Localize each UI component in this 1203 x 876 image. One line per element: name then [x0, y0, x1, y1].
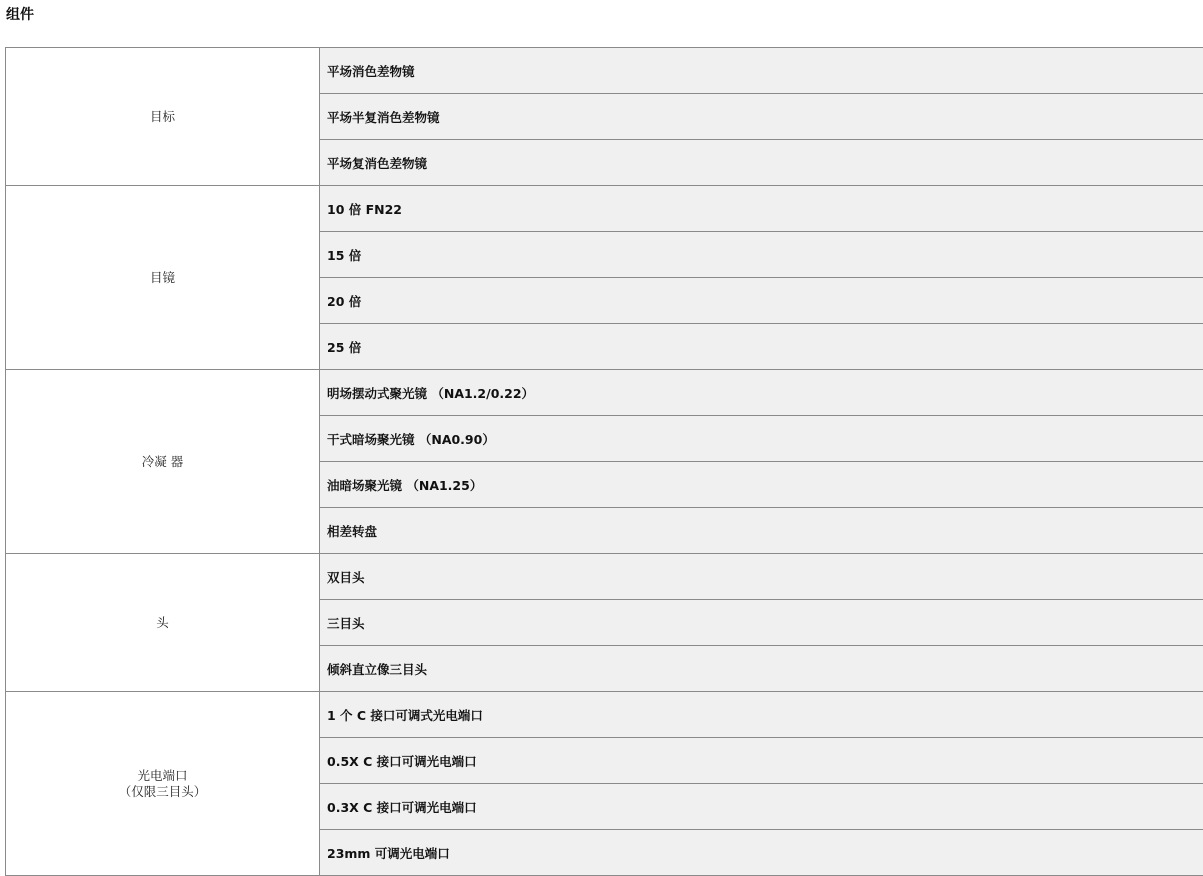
list-item: 0.3X C 接口可调光电端口	[320, 784, 1203, 830]
group-label-condenser: 冷凝 器	[6, 370, 320, 554]
list-item: 倾斜直立像三目头	[320, 646, 1203, 692]
list-item: 20 倍	[320, 278, 1203, 324]
group-label-photo-port: 光电端口 （仅限三目头）	[6, 692, 320, 876]
list-item: 23mm 可调光电端口	[320, 830, 1203, 876]
list-item: 平场消色差物镜	[320, 48, 1203, 94]
list-item: 15 倍	[320, 232, 1203, 278]
list-item: 0.5X C 接口可调光电端口	[320, 738, 1203, 784]
list-item: 相差转盘	[320, 508, 1203, 554]
page-title: 组件	[6, 4, 34, 26]
components-table	[5, 47, 1203, 876]
list-item: 明场摆动式聚光镜 （NA1.2/0.22）	[320, 370, 1203, 416]
table-row	[6, 186, 1203, 232]
table-row	[6, 370, 1203, 416]
group-label-head: 头	[6, 554, 320, 692]
list-item: 油暗场聚光镜 （NA1.25）	[320, 462, 1203, 508]
group-label-eyepieces: 目镜	[6, 186, 320, 370]
list-item: 10 倍 FN22	[320, 186, 1203, 232]
list-item: 干式暗场聚光镜 （NA0.90）	[320, 416, 1203, 462]
list-item: 平场复消色差物镜	[320, 140, 1203, 186]
list-item: 三目头	[320, 600, 1203, 646]
table-row	[6, 554, 1203, 600]
list-item: 1 个 C 接口可调式光电端口	[320, 692, 1203, 738]
group-label-objectives: 目标	[6, 48, 320, 186]
list-item: 双目头	[320, 554, 1203, 600]
list-item: 25 倍	[320, 324, 1203, 370]
table-row	[6, 692, 1203, 738]
table-row	[6, 48, 1203, 94]
list-item: 平场半复消色差物镜	[320, 94, 1203, 140]
